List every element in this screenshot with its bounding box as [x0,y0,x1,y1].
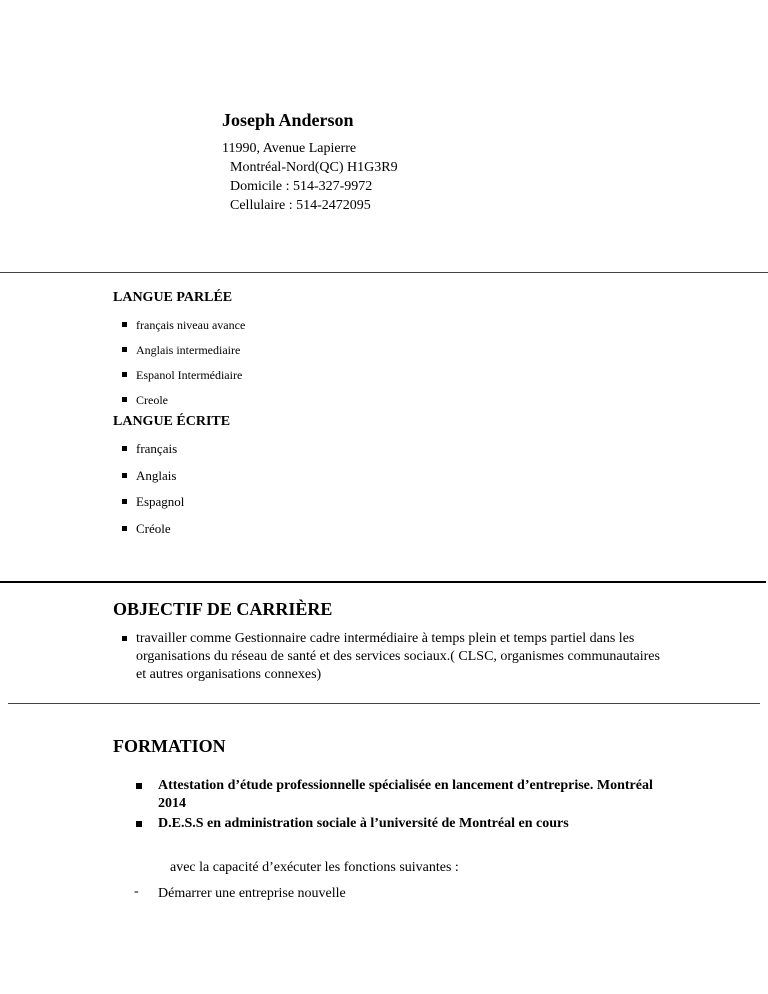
address-line-1: 11990, Avenue Lapierre [222,141,357,156]
career-objective-title: OBJECTIF DE CARRIÈRE [113,599,333,619]
square-bullet-icon [122,397,127,402]
square-bullet-icon [136,783,142,789]
written-languages-title: LANGUE ÉCRITE [113,414,231,429]
list-item: Anglais [120,467,184,494]
divider-2 [0,581,766,583]
dash-marker: - [134,884,139,899]
written-languages-list [120,440,184,546]
career-objective-item [120,630,660,684]
list-item: Anglais intermediaire [120,341,245,366]
capacity-intro: avec la capacité d’exécuter les fonctions suivantes : [170,860,459,875]
formation-title: FORMATION [113,736,226,756]
square-bullet-icon [122,322,127,327]
square-bullet-icon [136,821,142,827]
square-bullet-icon [122,347,127,352]
cell-phone: Cellulaire : 514-2472095 [230,198,371,213]
home-phone: Domicile : 514-327-9972 [230,179,373,194]
square-bullet-icon [122,499,127,504]
list-item: Creole [120,391,245,416]
list-item: français [120,440,184,467]
list-item: Créole [120,520,184,547]
capacity-item: Démarrer une entreprise nouvelle [158,886,346,901]
square-bullet-icon [122,636,127,641]
divider-1 [0,272,768,273]
square-bullet-icon [122,473,127,478]
list-item: Espanol Intermédiaire [120,366,245,391]
square-bullet-icon [122,372,127,377]
list-item: Espagnol [120,493,184,520]
square-bullet-icon [122,526,127,531]
square-bullet-icon [122,446,127,451]
list-item: français niveau avance [120,316,245,341]
address-line-2: Montréal-Nord(QC) H1G3R9 [230,160,398,175]
divider-3 [8,703,760,704]
candidate-name: Joseph Anderson [222,110,354,130]
formation-item-1: Attestation d’étude professionnelle spécialisée en lancement d’entreprise. Montréal 2014 [136,777,656,813]
spoken-languages-list [120,316,245,416]
spoken-languages-title: LANGUE PARLÉE [113,290,233,305]
career-objective-text: travailler comme Gestionnaire cadre intermédiaire à temps plein et temps partiel dans les organisations du réseau de santé et des services sociaux.( CLSC, organismes communautaires et autres organisations connexes) [136,631,660,682]
formation-item-2: D.E.S.S en administration sociale à l’université de Montréal en cours [136,815,656,833]
